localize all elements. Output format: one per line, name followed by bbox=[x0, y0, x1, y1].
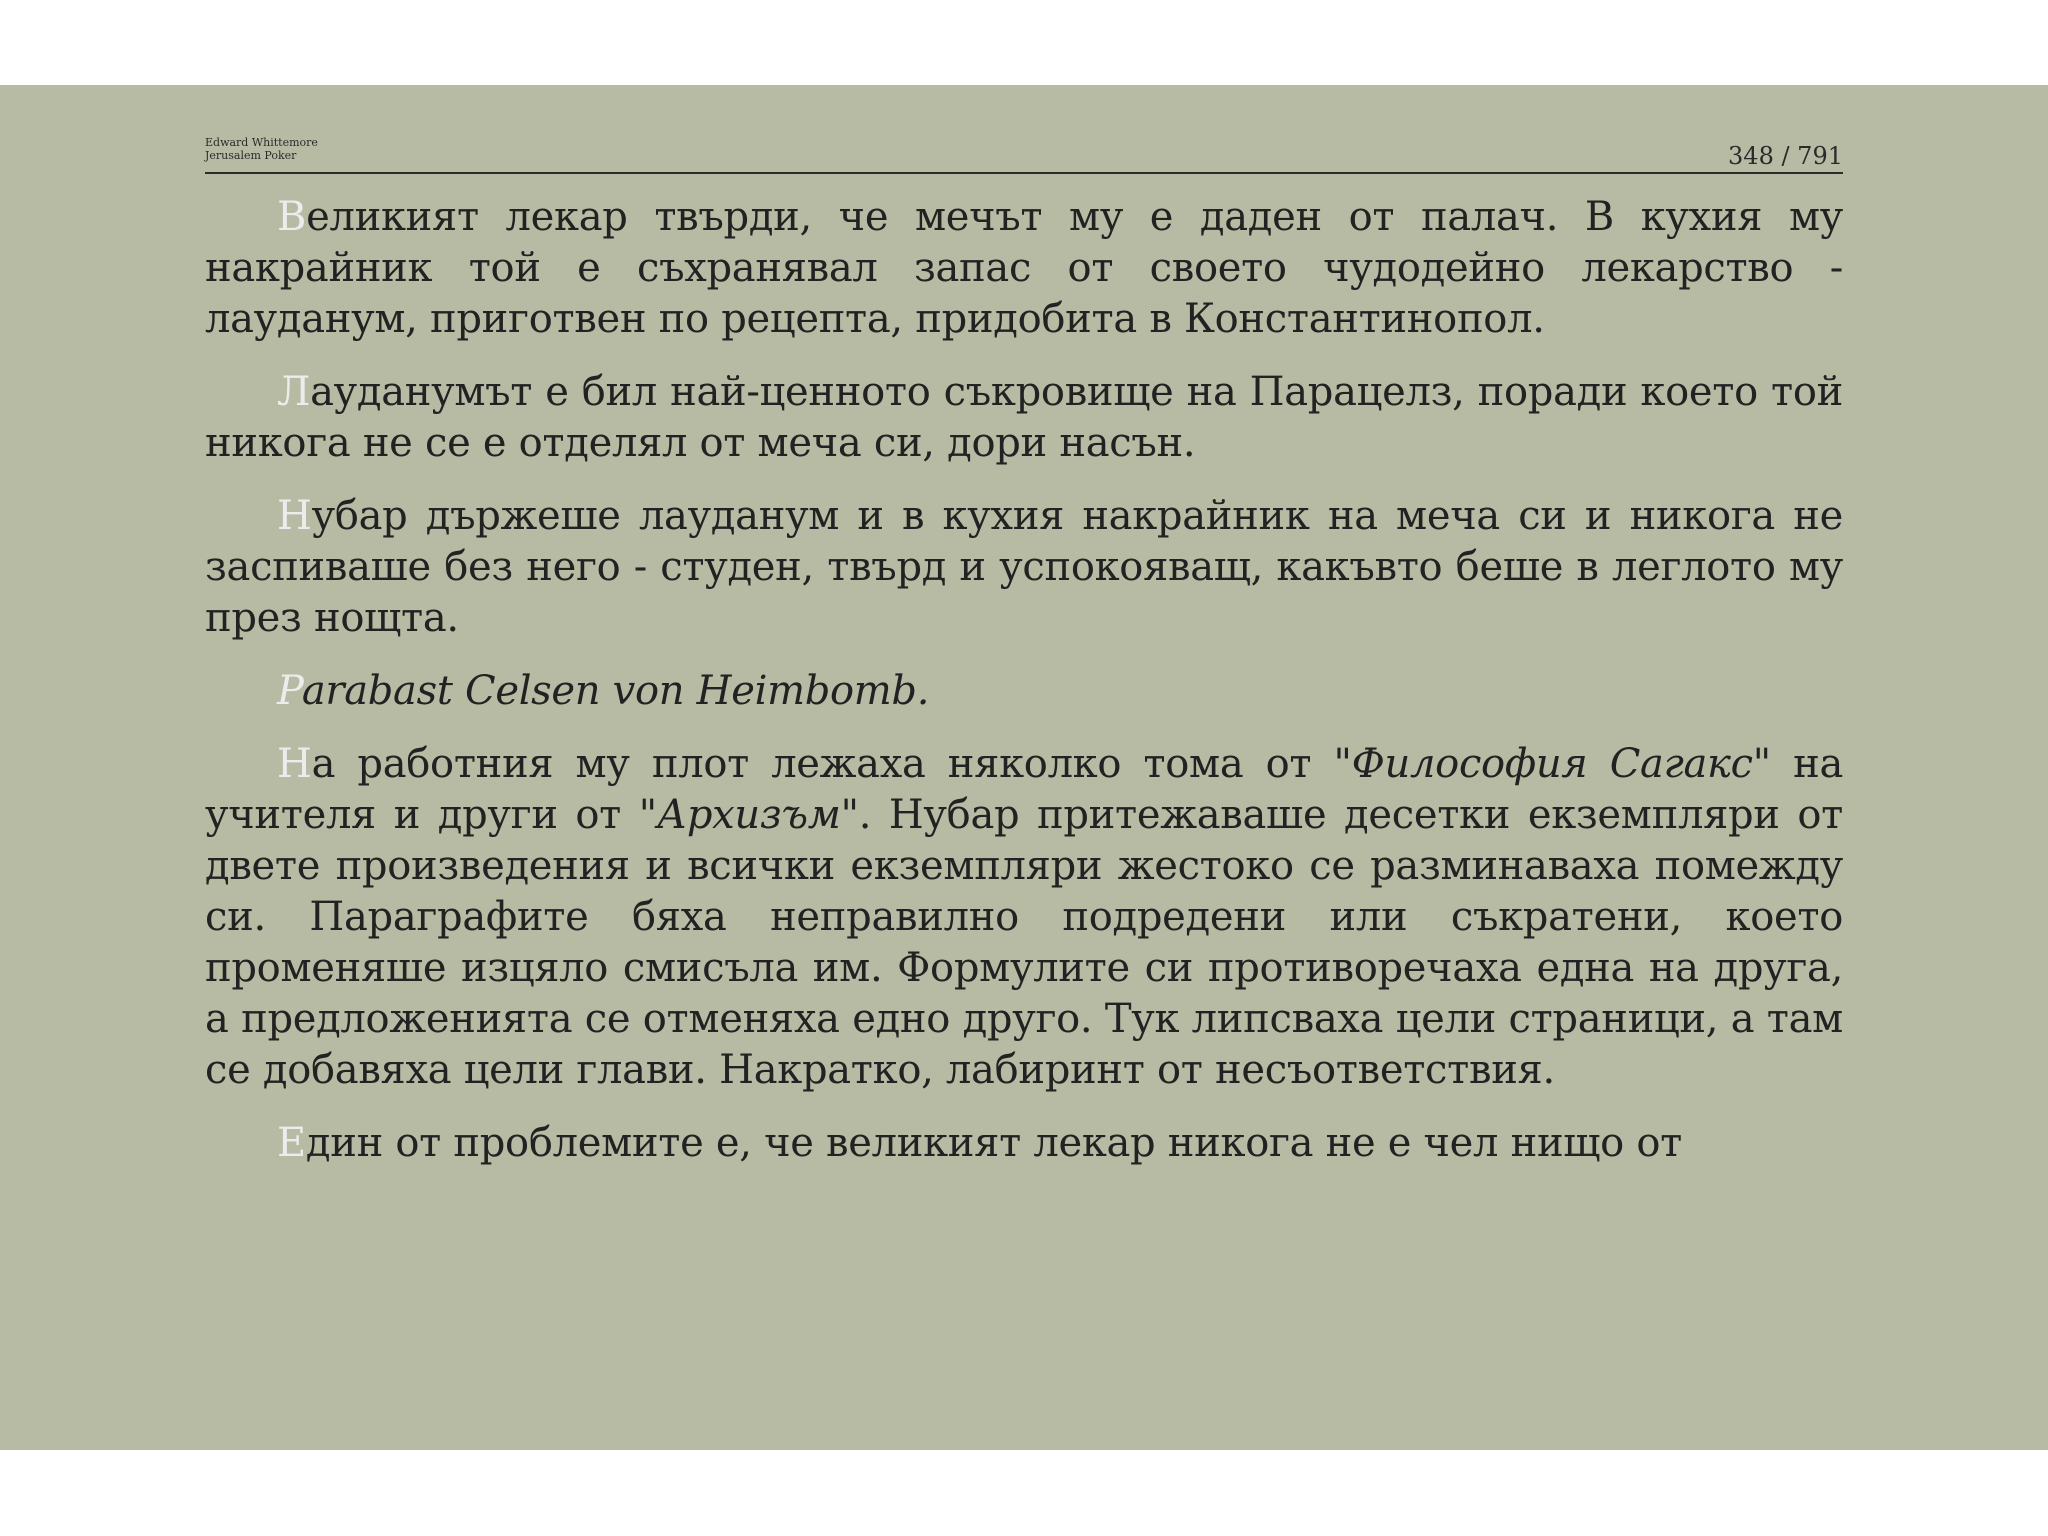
book-title-italic: Философия Сагакс bbox=[1351, 741, 1753, 787]
paragraph-text: " на учителя и други от " bbox=[205, 741, 1844, 838]
running-head bbox=[205, 136, 318, 162]
paragraph-text: еликият лекар твърди, че мечът му е даден от палач. В кухия му накрайник той е съхранявал запас от своето чудодейно лекарство - лауданум, приготвен по рецепта, придобита в Константинопол. bbox=[205, 194, 1843, 342]
paragraph bbox=[205, 666, 1843, 717]
paragraph bbox=[205, 491, 1843, 644]
book-text bbox=[205, 192, 1843, 1191]
initial-letter: Н bbox=[277, 741, 312, 787]
paragraph-text: дин от проблемите е, че великият лекар никога не е чел нищо от bbox=[305, 1120, 1682, 1166]
paragraph-text: ауданумът е бил най-ценното съкровище на Парацелз, поради което той никога не се е отделял от меча си, дори насън. bbox=[205, 369, 1843, 466]
initial-letter: В bbox=[277, 194, 307, 240]
initial-letter: Е bbox=[277, 1120, 306, 1166]
book-title: Jerusalem Poker bbox=[205, 149, 297, 162]
paragraph-text: ". Нубар притежаваше десетки екземпляри от двете произведения и всички екземпляри жестоко се разминаваха помежду си. Параграфите бяха неправилно подредени или съкратени, което променяше изцяло смисъла им. Формулите си противоречаха една на друга, а предложенията се отменяха едно друго. Тук липсваха цели страници, а там се добавяха цели глави. Накратко, лабиринт от несъответствия. bbox=[205, 792, 1844, 1093]
paragraph-text: а работния му плот лежаха няколко тома от " bbox=[311, 741, 1352, 787]
initial-letter: Н bbox=[277, 493, 312, 539]
paragraph bbox=[205, 1118, 1843, 1169]
paragraph bbox=[205, 367, 1843, 469]
author-name: Edward Whittemore bbox=[205, 136, 318, 149]
page-counter: 348 / 791 bbox=[1728, 142, 1843, 170]
page-header bbox=[205, 136, 1843, 174]
initial-letter: P bbox=[277, 668, 302, 714]
paragraph-text: убар държеше лауданум и в кухия накрайник на меча си и никога не заспиваше без него - студен, твърд и успокояващ, какъвто беше в леглото му през нощта. bbox=[205, 493, 1843, 641]
paragraph bbox=[205, 739, 1843, 1096]
book-title-italic: Архизъм bbox=[656, 792, 841, 838]
paragraph-text: arabast Celsen von Heimbomb. bbox=[301, 668, 930, 714]
initial-letter: Л bbox=[277, 369, 311, 415]
paragraph bbox=[205, 192, 1843, 345]
